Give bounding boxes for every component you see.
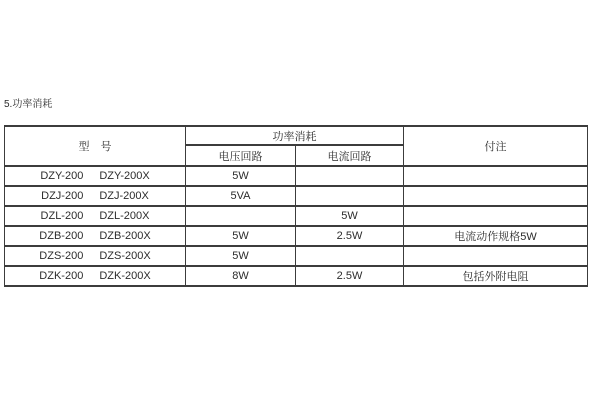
cell-current-circuit [296, 246, 404, 266]
cell-voltage-circuit: 8W [186, 266, 296, 286]
cell-note: 电流动作规格5W [404, 226, 588, 246]
cell-current-circuit: 2.5W [296, 266, 404, 286]
model-name-variant: DZL-200X [99, 210, 150, 222]
table-row [5, 206, 588, 226]
section-title: 5.功率消耗 [4, 99, 53, 110]
cell-model [5, 166, 186, 186]
model-name-variant: DZK-200X [99, 270, 151, 282]
cell-model [5, 206, 186, 226]
power-consumption-table [4, 125, 588, 287]
header-note: 付注 [404, 126, 588, 166]
header-voltage-circuit: 电压回路 [186, 145, 296, 166]
model-name-variant: DZY-200X [99, 170, 150, 182]
model-name-primary: DZB-200 [39, 230, 84, 242]
header-row-top [5, 126, 588, 145]
cell-current-circuit: 5W [296, 206, 404, 226]
cell-model [5, 246, 186, 266]
cell-model [5, 186, 186, 206]
cell-current-circuit: 2.5W [296, 226, 404, 246]
table-row [5, 166, 588, 186]
cell-voltage-circuit: 5W [186, 246, 296, 266]
cell-model [5, 226, 186, 246]
model-name-primary: DZK-200 [39, 270, 84, 282]
cell-model [5, 266, 186, 286]
model-name-variant: DZB-200X [99, 230, 151, 242]
table-row [5, 246, 588, 266]
cell-current-circuit [296, 186, 404, 206]
header-power-group: 功率消耗 [186, 126, 404, 145]
model-name-primary: DZS-200 [39, 250, 84, 262]
model-name-primary: DZY-200 [40, 170, 84, 182]
table-row [5, 266, 588, 286]
header-model: 型 号 [5, 126, 186, 166]
cell-note [404, 186, 588, 206]
cell-current-circuit [296, 166, 404, 186]
cell-note [404, 246, 588, 266]
header-current-circuit: 电流回路 [296, 145, 404, 166]
cell-voltage-circuit [186, 206, 296, 226]
cell-voltage-circuit: 5W [186, 166, 296, 186]
cell-voltage-circuit: 5VA [186, 186, 296, 206]
cell-note: 包括外附电阻 [404, 266, 588, 286]
cell-note [404, 206, 588, 226]
cell-note [404, 166, 588, 186]
model-name-primary: DZJ-200 [41, 190, 84, 202]
model-name-primary: DZL-200 [40, 210, 84, 222]
model-name-variant: DZJ-200X [99, 190, 149, 202]
table-row [5, 226, 588, 246]
table-row [5, 186, 588, 206]
cell-voltage-circuit: 5W [186, 226, 296, 246]
model-name-variant: DZS-200X [99, 250, 151, 262]
